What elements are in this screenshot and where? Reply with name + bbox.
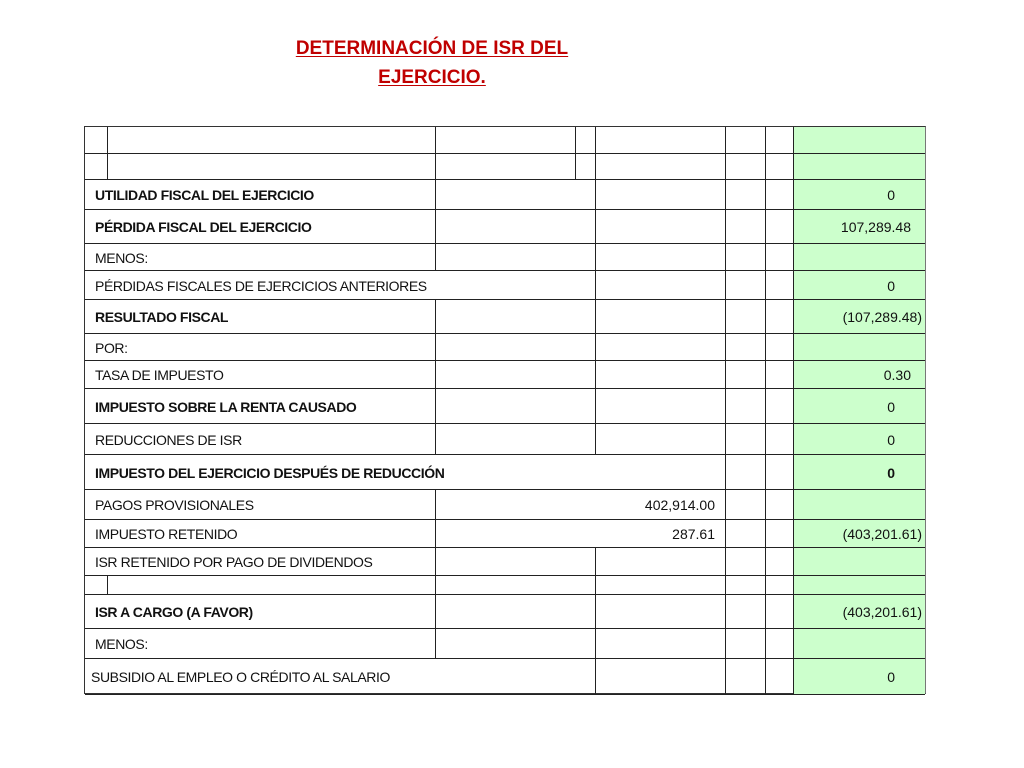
row-value bbox=[793, 576, 915, 595]
table-row bbox=[85, 127, 925, 153]
row-label: UTILIDAD FISCAL DEL EJERCICIO bbox=[95, 187, 314, 203]
row-label: PAGOS PROVISIONALES bbox=[95, 497, 254, 513]
row-label: PÉRDIDAS FISCALES DE EJERCICIOS ANTERIORES bbox=[95, 277, 427, 294]
table-row bbox=[85, 594, 925, 629]
row-label: MENOS: bbox=[95, 636, 148, 652]
table-row bbox=[85, 575, 925, 595]
table-row bbox=[85, 360, 925, 389]
row-value: (107,289.48) bbox=[842, 309, 922, 325]
row-label: TASA DE IMPUESTO bbox=[95, 367, 224, 383]
table-row bbox=[85, 299, 925, 334]
table-row bbox=[85, 489, 925, 520]
table-row bbox=[85, 243, 925, 271]
table-row bbox=[85, 153, 925, 180]
row-label: REDUCCIONES DE ISR bbox=[95, 431, 242, 448]
row-value bbox=[793, 127, 915, 153]
row-value: 0 bbox=[887, 431, 895, 448]
isr-table bbox=[84, 126, 926, 694]
table-row bbox=[85, 423, 925, 455]
row-value bbox=[793, 154, 915, 180]
row-label: IMPUESTO DEL EJERCICIO DESPUÉS DE REDUCCIÓN bbox=[95, 464, 445, 481]
row-value bbox=[793, 244, 915, 271]
row-value bbox=[793, 490, 915, 520]
table-row bbox=[85, 388, 925, 424]
row-value bbox=[793, 548, 915, 576]
row-value: 107,289.48 bbox=[840, 219, 911, 235]
row-value: 0 bbox=[887, 464, 895, 481]
row-label: MENOS: bbox=[95, 249, 148, 266]
table-row bbox=[85, 179, 925, 210]
row-value: (403,201.61) bbox=[842, 604, 922, 620]
row-value: 0 bbox=[887, 187, 895, 203]
table-row bbox=[85, 519, 925, 548]
row-value: (403,201.61) bbox=[842, 526, 922, 542]
row-label: RESULTADO FISCAL bbox=[95, 309, 229, 325]
table-row bbox=[85, 333, 925, 361]
row-value: 0 bbox=[887, 398, 895, 415]
row-label: POR: bbox=[95, 339, 128, 356]
table-row bbox=[85, 454, 925, 490]
row-value: 0 bbox=[887, 277, 895, 294]
table-row bbox=[85, 547, 925, 576]
table-row bbox=[85, 209, 925, 244]
row-value: 0 bbox=[887, 668, 895, 685]
row-value bbox=[793, 334, 915, 361]
row-mid-value: 402,914.00 bbox=[644, 497, 715, 513]
row-label: PÉRDIDA FISCAL DEL EJERCICIO bbox=[95, 219, 312, 235]
title-line-2: EJERCICIO. bbox=[378, 67, 486, 88]
row-label: ISR RETENIDO POR PAGO DE DIVIDENDOS bbox=[95, 554, 373, 570]
row-mid-value: 287.61 bbox=[672, 526, 715, 542]
title-line-1: DETERMINACIÓN DE ISR DEL bbox=[295, 38, 569, 59]
row-value: 0.30 bbox=[883, 367, 911, 383]
row-label: ISR A CARGO (A FAVOR) bbox=[95, 604, 253, 620]
row-label: SUBSIDIO AL EMPLEO O CRÉDITO AL SALARIO bbox=[91, 668, 390, 685]
row-value bbox=[793, 629, 915, 659]
row-label: IMPUESTO RETENIDO bbox=[95, 526, 238, 542]
row-label: IMPUESTO SOBRE LA RENTA CAUSADO bbox=[95, 398, 357, 415]
table-row bbox=[85, 270, 925, 300]
page-title bbox=[0, 34, 864, 92]
table-row bbox=[85, 628, 925, 659]
table-row bbox=[85, 658, 925, 695]
